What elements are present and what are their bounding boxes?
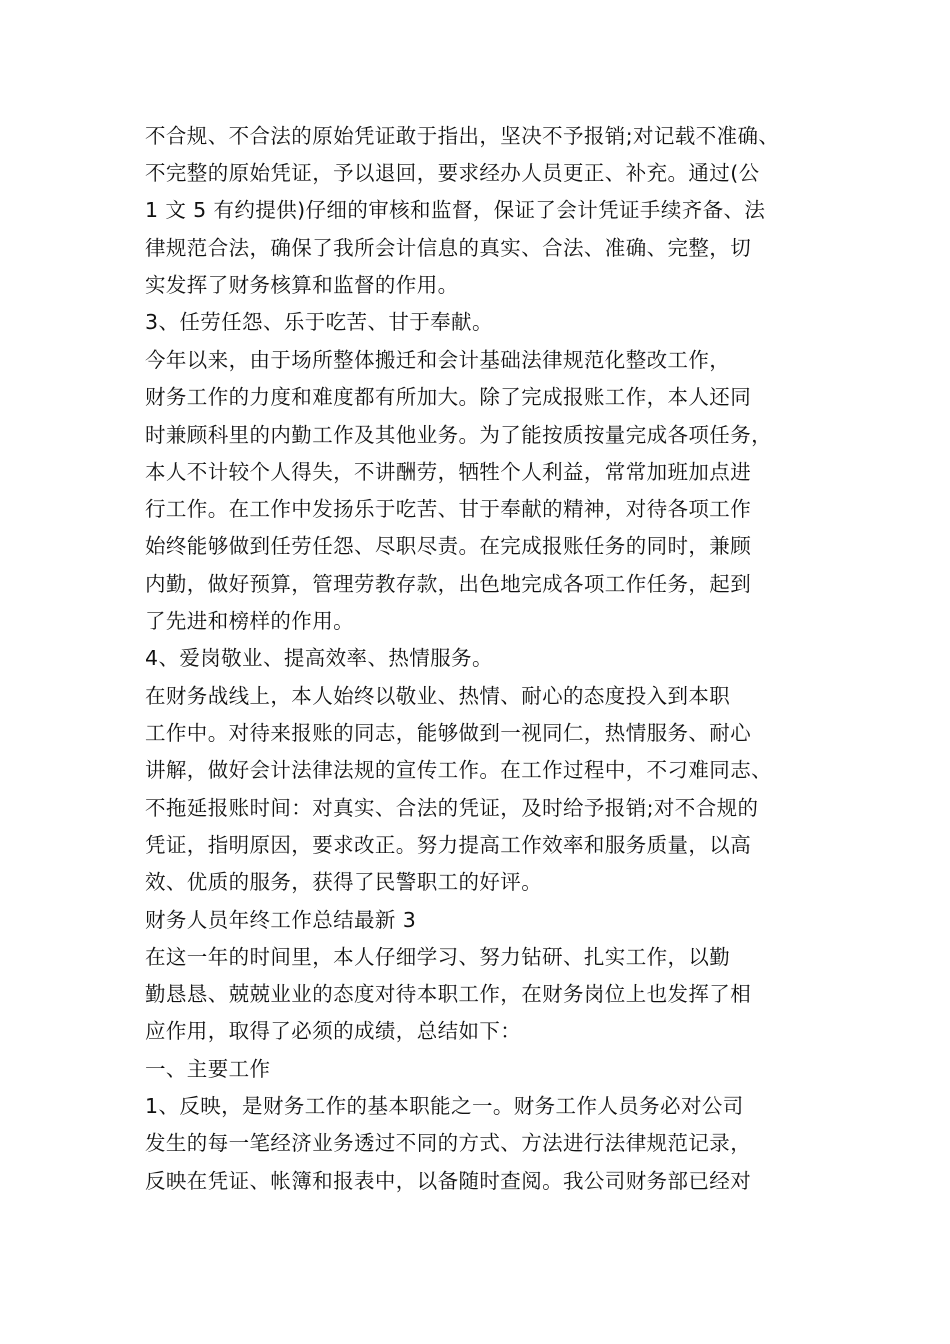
text-line: 在财务战线上，本人始终以敬业、热情、耐心的态度投入到本职 xyxy=(145,684,731,708)
text-line: 不拖延报账时间：对真实、合法的凭证，及时给予报销;对不合规的 xyxy=(145,796,759,820)
section-heading: 一、主要工作 xyxy=(145,1057,271,1081)
text-line: 不完整的原始凭证，予以退回，要求经办人员更正、补充。通过(公 xyxy=(145,161,760,185)
section-heading: 4、爱岗敬业、提高效率、热情服务。 xyxy=(145,646,493,670)
text-line: 应作用，取得了必须的成绩，总结如下： xyxy=(145,1019,522,1043)
text-line: 不合规、不合法的原始凭证敢于指出，坚决不予报销;对记载不准确、 xyxy=(145,124,780,148)
section-heading: 3、任劳任怨、乐于吃苦、甘于奉献。 xyxy=(145,310,493,334)
text-line: 财务工作的力度和难度都有所加大。除了完成报账工作，本人还同 xyxy=(145,385,752,409)
text-line: 内勤，做好预算，管理劳教存款，出色地完成各项工作任务，起到 xyxy=(145,572,752,596)
text-line: 1、反映，是财务工作的基本职能之一。财务工作人员务必对公司 xyxy=(145,1094,744,1118)
text-line: 讲解，做好会计法律法规的宣传工作。在工作过程中，不刁难同志、 xyxy=(145,758,772,782)
text-line: 1 文 5 有约提供)仔细的审核和监督，保证了会计凭证手续齐备、法 xyxy=(145,198,766,222)
text-line: 时兼顾科里的内勤工作及其他业务。为了能按质按量完成各项任务， xyxy=(145,423,772,447)
text-line: 工作中。对待来报账的同志，能够做到一视同仁，热情服务、耐心 xyxy=(145,721,752,745)
text-line: 实发挥了财务核算和监督的作用。 xyxy=(145,273,459,297)
text-line: 今年以来，由于场所整体搬迁和会计基础法律规范化整改工作， xyxy=(145,348,731,372)
text-line: 始终能够做到任劳任怨、尽职尽责。在完成报账任务的同时，兼顾 xyxy=(145,534,752,558)
text-line: 勤恳恳、兢兢业业的态度对待本职工作，在财务岗位上也发挥了相 xyxy=(145,982,752,1006)
text-line: 反映在凭证、帐簿和报表中，以备随时查阅。我公司财务部已经对 xyxy=(145,1169,752,1193)
text-line: 发生的每一笔经济业务透过不同的方式、方法进行法律规范记录， xyxy=(145,1131,752,1155)
text-line: 行工作。在工作中发扬乐于吃苦、甘于奉献的精神，对待各项工作 xyxy=(145,497,752,521)
section-title: 财务人员年终工作总结最新 3 xyxy=(145,908,417,932)
text-line: 在这一年的时间里，本人仔细学习、努力钻研、扎实工作，以勤 xyxy=(145,945,731,969)
text-line: 凭证，指明原因，要求改正。努力提高工作效率和服务质量，以高 xyxy=(145,833,752,857)
text-line: 效、优质的服务，获得了民警职工的好评。 xyxy=(145,870,543,894)
text-line: 了先进和榜样的作用。 xyxy=(145,609,354,633)
text-line: 律规范合法，确保了我所会计信息的真实、合法、准确、完整，切 xyxy=(145,236,752,260)
text-line: 本人不计较个人得失，不讲酬劳，牺牲个人利益，常常加班加点进 xyxy=(145,460,752,484)
